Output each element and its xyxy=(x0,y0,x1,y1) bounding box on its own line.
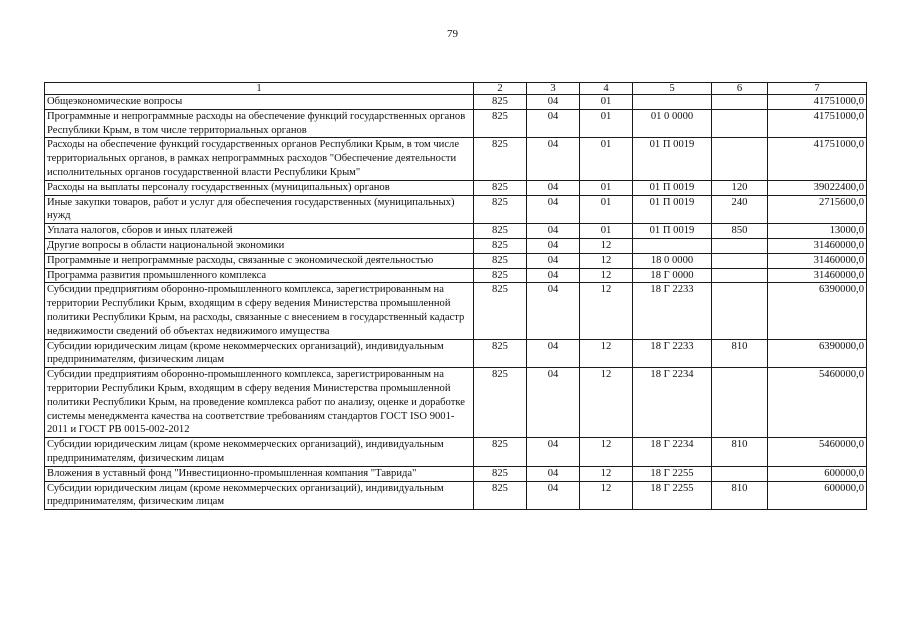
budget-table xyxy=(44,82,867,510)
table-row xyxy=(45,339,867,368)
row-code-c3: 04 xyxy=(527,224,580,239)
row-code-c2: 825 xyxy=(474,438,527,467)
row-code-c4: 01 xyxy=(580,180,633,195)
table-row xyxy=(45,253,867,268)
row-amount: 5460000,0 xyxy=(768,438,867,467)
row-amount: 39022400,0 xyxy=(768,180,867,195)
row-description: Общеэкономические вопросы xyxy=(45,95,474,110)
row-description: Субсидии предприятиям оборонно-промышленного комплекса, зарегистрированным на территории Республики Крым, входящим в сферу ведения Министерства промышленной политики Республики Крым, на проведение комплекса работ по анализу, оценке и доработке системы менеджмента качества на соответствие требованиям стандартов ГОСТ ISO 9001-2011 и ГОСТ РВ 0015-002-2012 xyxy=(45,368,474,438)
column-header: 1 xyxy=(45,83,474,95)
row-code-c5: 18 Г 2234 xyxy=(633,438,712,467)
row-code-c2: 825 xyxy=(474,268,527,283)
table-row xyxy=(45,368,867,438)
table-row xyxy=(45,109,867,138)
row-code-c5: 18 Г 0000 xyxy=(633,268,712,283)
row-code-c4: 12 xyxy=(580,368,633,438)
table-row xyxy=(45,138,867,180)
column-header: 6 xyxy=(712,83,768,95)
column-header: 5 xyxy=(633,83,712,95)
column-header: 3 xyxy=(527,83,580,95)
column-header: 7 xyxy=(768,83,867,95)
row-amount: 41751000,0 xyxy=(768,95,867,110)
row-amount: 41751000,0 xyxy=(768,138,867,180)
row-code-c6 xyxy=(712,253,768,268)
row-code-c3: 04 xyxy=(527,339,580,368)
row-amount: 31460000,0 xyxy=(768,238,867,253)
row-code-c4: 01 xyxy=(580,138,633,180)
row-code-c3: 04 xyxy=(527,481,580,510)
row-code-c5 xyxy=(633,95,712,110)
row-description: Субсидии предприятиям оборонно-промышленного комплекса, зарегистрированным на территории Республики Крым, входящим в сферу ведения Министерства промышленной политики Республики Крым, на расходы, связанные с внесением в государственный кадастр недвижимости сведений об объектах недвижимого имущества xyxy=(45,283,474,339)
row-code-c5: 01 П 0019 xyxy=(633,180,712,195)
row-code-c2: 825 xyxy=(474,339,527,368)
row-description: Программа развития промышленного комплекса xyxy=(45,268,474,283)
row-description: Программные и непрограммные расходы, связанные с экономической деятельностью xyxy=(45,253,474,268)
column-header: 2 xyxy=(474,83,527,95)
table-row xyxy=(45,195,867,224)
row-code-c3: 04 xyxy=(527,368,580,438)
row-description: Иные закупки товаров, работ и услуг для обеспечения государственных (муниципальных) нужд xyxy=(45,195,474,224)
row-code-c4: 01 xyxy=(580,195,633,224)
row-code-c5: 18 Г 2255 xyxy=(633,466,712,481)
row-code-c3: 04 xyxy=(527,95,580,110)
row-amount: 2715600,0 xyxy=(768,195,867,224)
row-code-c6 xyxy=(712,466,768,481)
row-code-c5 xyxy=(633,238,712,253)
row-code-c5: 01 П 0019 xyxy=(633,195,712,224)
row-code-c5: 18 Г 2234 xyxy=(633,368,712,438)
page-number: 79 xyxy=(447,28,458,40)
table-row xyxy=(45,438,867,467)
row-code-c2: 825 xyxy=(474,283,527,339)
row-code-c3: 04 xyxy=(527,283,580,339)
row-code-c6 xyxy=(712,268,768,283)
row-code-c4: 12 xyxy=(580,481,633,510)
row-code-c6 xyxy=(712,138,768,180)
row-description: Расходы на выплаты персоналу государственных (муниципальных) органов xyxy=(45,180,474,195)
table-row xyxy=(45,238,867,253)
row-amount: 31460000,0 xyxy=(768,268,867,283)
row-amount: 600000,0 xyxy=(768,481,867,510)
row-code-c2: 825 xyxy=(474,180,527,195)
row-amount: 5460000,0 xyxy=(768,368,867,438)
row-description: Программные и непрограммные расходы на обеспечение функций государственных органов Республики Крым, в том числе территориальных органов xyxy=(45,109,474,138)
row-code-c5: 01 0 0000 xyxy=(633,109,712,138)
row-amount: 31460000,0 xyxy=(768,253,867,268)
row-code-c2: 825 xyxy=(474,238,527,253)
row-code-c4: 01 xyxy=(580,224,633,239)
row-code-c3: 04 xyxy=(527,180,580,195)
row-code-c4: 12 xyxy=(580,339,633,368)
row-code-c4: 12 xyxy=(580,268,633,283)
row-code-c4: 12 xyxy=(580,466,633,481)
row-code-c6 xyxy=(712,283,768,339)
row-code-c4: 01 xyxy=(580,95,633,110)
column-header: 4 xyxy=(580,83,633,95)
row-code-c3: 04 xyxy=(527,438,580,467)
row-code-c6 xyxy=(712,95,768,110)
row-code-c2: 825 xyxy=(474,253,527,268)
row-code-c3: 04 xyxy=(527,195,580,224)
table-row xyxy=(45,224,867,239)
row-code-c2: 825 xyxy=(474,195,527,224)
row-code-c2: 825 xyxy=(474,95,527,110)
row-code-c6 xyxy=(712,368,768,438)
row-code-c5: 18 0 0000 xyxy=(633,253,712,268)
row-code-c3: 04 xyxy=(527,138,580,180)
header-row xyxy=(45,83,867,95)
row-description: Субсидии юридическим лицам (кроме некоммерческих организаций), индивидуальным предпринимателям, физическим лицам xyxy=(45,481,474,510)
row-description: Субсидии юридическим лицам (кроме некоммерческих организаций), индивидуальным предпринимателям, физическим лицам xyxy=(45,339,474,368)
table-body xyxy=(45,95,867,510)
row-amount: 41751000,0 xyxy=(768,109,867,138)
row-code-c6 xyxy=(712,238,768,253)
table-row xyxy=(45,180,867,195)
row-amount: 6390000,0 xyxy=(768,339,867,368)
row-code-c6: 810 xyxy=(712,339,768,368)
row-code-c6: 810 xyxy=(712,438,768,467)
table-row xyxy=(45,481,867,510)
row-code-c3: 04 xyxy=(527,268,580,283)
table-row xyxy=(45,283,867,339)
row-amount: 6390000,0 xyxy=(768,283,867,339)
row-code-c4: 01 xyxy=(580,109,633,138)
row-code-c2: 825 xyxy=(474,109,527,138)
row-code-c5: 18 Г 2255 xyxy=(633,481,712,510)
row-code-c5: 18 Г 2233 xyxy=(633,339,712,368)
row-code-c2: 825 xyxy=(474,481,527,510)
row-code-c5: 01 П 0019 xyxy=(633,138,712,180)
row-description: Вложения в уставный фонд "Инвестиционно-промышленная компания "Таврида" xyxy=(45,466,474,481)
row-description: Субсидии юридическим лицам (кроме некоммерческих организаций), индивидуальным предпринимателям, физическим лицам xyxy=(45,438,474,467)
row-amount: 600000,0 xyxy=(768,466,867,481)
row-code-c4: 12 xyxy=(580,253,633,268)
row-code-c2: 825 xyxy=(474,224,527,239)
table-row xyxy=(45,466,867,481)
row-code-c2: 825 xyxy=(474,138,527,180)
row-code-c3: 04 xyxy=(527,109,580,138)
table-row xyxy=(45,268,867,283)
row-description: Расходы на обеспечение функций государственных органов Республики Крым, в том числе территориальных органов, в рамках непрограммных расходов "Обеспечение деятельности исполнительных органов государственной власти Республики Крым" xyxy=(45,138,474,180)
row-code-c6 xyxy=(712,109,768,138)
row-amount: 13000,0 xyxy=(768,224,867,239)
row-code-c6: 120 xyxy=(712,180,768,195)
row-code-c4: 12 xyxy=(580,238,633,253)
row-code-c4: 12 xyxy=(580,438,633,467)
row-code-c2: 825 xyxy=(474,368,527,438)
row-code-c3: 04 xyxy=(527,466,580,481)
row-code-c3: 04 xyxy=(527,253,580,268)
row-description: Уплата налогов, сборов и иных платежей xyxy=(45,224,474,239)
row-description: Другие вопросы в области национальной экономики xyxy=(45,238,474,253)
row-code-c6: 850 xyxy=(712,224,768,239)
table-row xyxy=(45,95,867,110)
row-code-c6: 240 xyxy=(712,195,768,224)
row-code-c4: 12 xyxy=(580,283,633,339)
row-code-c3: 04 xyxy=(527,238,580,253)
row-code-c2: 825 xyxy=(474,466,527,481)
row-code-c5: 01 П 0019 xyxy=(633,224,712,239)
row-code-c5: 18 Г 2233 xyxy=(633,283,712,339)
row-code-c6: 810 xyxy=(712,481,768,510)
